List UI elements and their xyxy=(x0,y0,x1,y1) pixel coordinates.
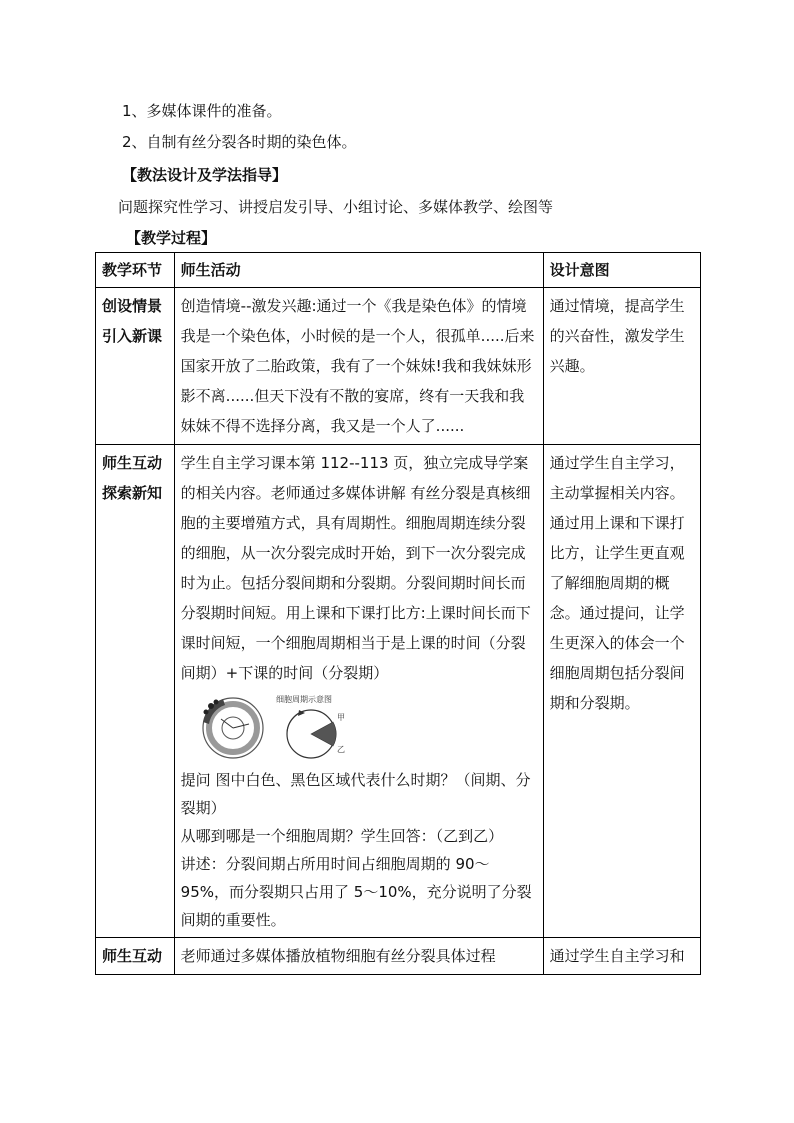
activity-text: 学生自主学习课本第 112--113 页，独立完成导学案的相关内容。老师通过多媒体讲解 有丝分裂是真核细胞的主要增殖方式，具有周期性。细胞周期连续分裂的细胞，从一次分裂完成时开始，到下一次分裂完成时为止。包括分裂间期和分裂期。分裂间期时间长而分裂期时间短。用上课和下课打比方:上课时间长而下课时间短，一个细胞周期相当于是上课的时间（分裂间期）+下课的时间（分裂期） xyxy=(180,454,531,682)
table-header-row xyxy=(96,253,701,288)
intent-cell: 通过学生自主学习和 xyxy=(543,938,700,975)
label-jia: 甲 xyxy=(336,713,345,722)
col-header-activity: 师生活动 xyxy=(174,253,543,288)
lesson-table xyxy=(95,252,701,975)
stage-cell xyxy=(96,445,175,938)
stage-label: 师生互动 xyxy=(102,454,163,472)
intent-cell: 通过学生自主学习，主动掌握相关内容。通过用上课和下课打比方，让学生更直观了解细胞周期的概念。通过提问，让学生更深入的体会一个细胞周期包括分裂间期和分裂期。 xyxy=(543,445,700,938)
question-1: 提问 图中白色、黑色区域代表什么时期？（间期、分裂期） xyxy=(180,771,531,817)
stage-label: 探索新知 xyxy=(102,484,163,502)
stage-label: 创设情景 xyxy=(102,297,163,315)
table-row xyxy=(96,288,701,445)
col-header-intent: 设计意图 xyxy=(543,253,700,288)
lecture-text: 讲述：分裂间期占所用时间占细胞周期的 90～95%，而分裂期只占用了 5～10%，充分说明了分裂间期的重要性。 xyxy=(180,855,532,929)
prep-item-1: 1、多媒体课件的准备。 xyxy=(122,102,282,120)
question-2: 从哪到哪是一个细胞周期？学生回答：（乙到乙） xyxy=(180,827,504,845)
stage-label: 师生互动 xyxy=(102,947,163,965)
table-row xyxy=(96,938,701,975)
diagram-title: 细胞周期示意图 xyxy=(275,695,332,704)
activity-cell: 老师通过多媒体播放植物细胞有丝分裂具体过程 xyxy=(174,938,543,975)
cell-cycle-diagram xyxy=(181,688,538,766)
method-heading: 【教法设计及学法指导】 xyxy=(122,166,288,184)
method-content: 问题探究性学习、讲授启发引导、小组讨论、多媒体教学、绘图等 xyxy=(118,198,554,216)
col-header-stage: 教学环节 xyxy=(96,253,175,288)
process-heading: 【教学过程】 xyxy=(126,229,217,247)
prep-item-2: 2、自制有丝分裂各时期的染色体。 xyxy=(122,133,357,151)
label-yi: 乙 xyxy=(336,745,345,754)
activity-cell xyxy=(174,445,543,938)
stage-label: 引入新课 xyxy=(102,327,163,345)
stage-cell xyxy=(96,288,175,445)
activity-cell: 创造情境--激发兴趣:通过一个《我是染色体》的情境 我是一个染色体，小时候的是一个人，很孤单.....后来国家开放了二胎政策，我有了一个妹妹!我和我妹妹形影不离......但天下没有不散的宴席，终有一天我和我妹妹不得不选择分离，我又是一个人了...... xyxy=(174,288,543,445)
stage-cell xyxy=(96,938,175,975)
table-row xyxy=(96,445,701,938)
intent-cell: 通过情境，提高学生的兴奋性，激发学生兴趣。 xyxy=(543,288,700,445)
cell-cycle-figure xyxy=(181,692,411,762)
